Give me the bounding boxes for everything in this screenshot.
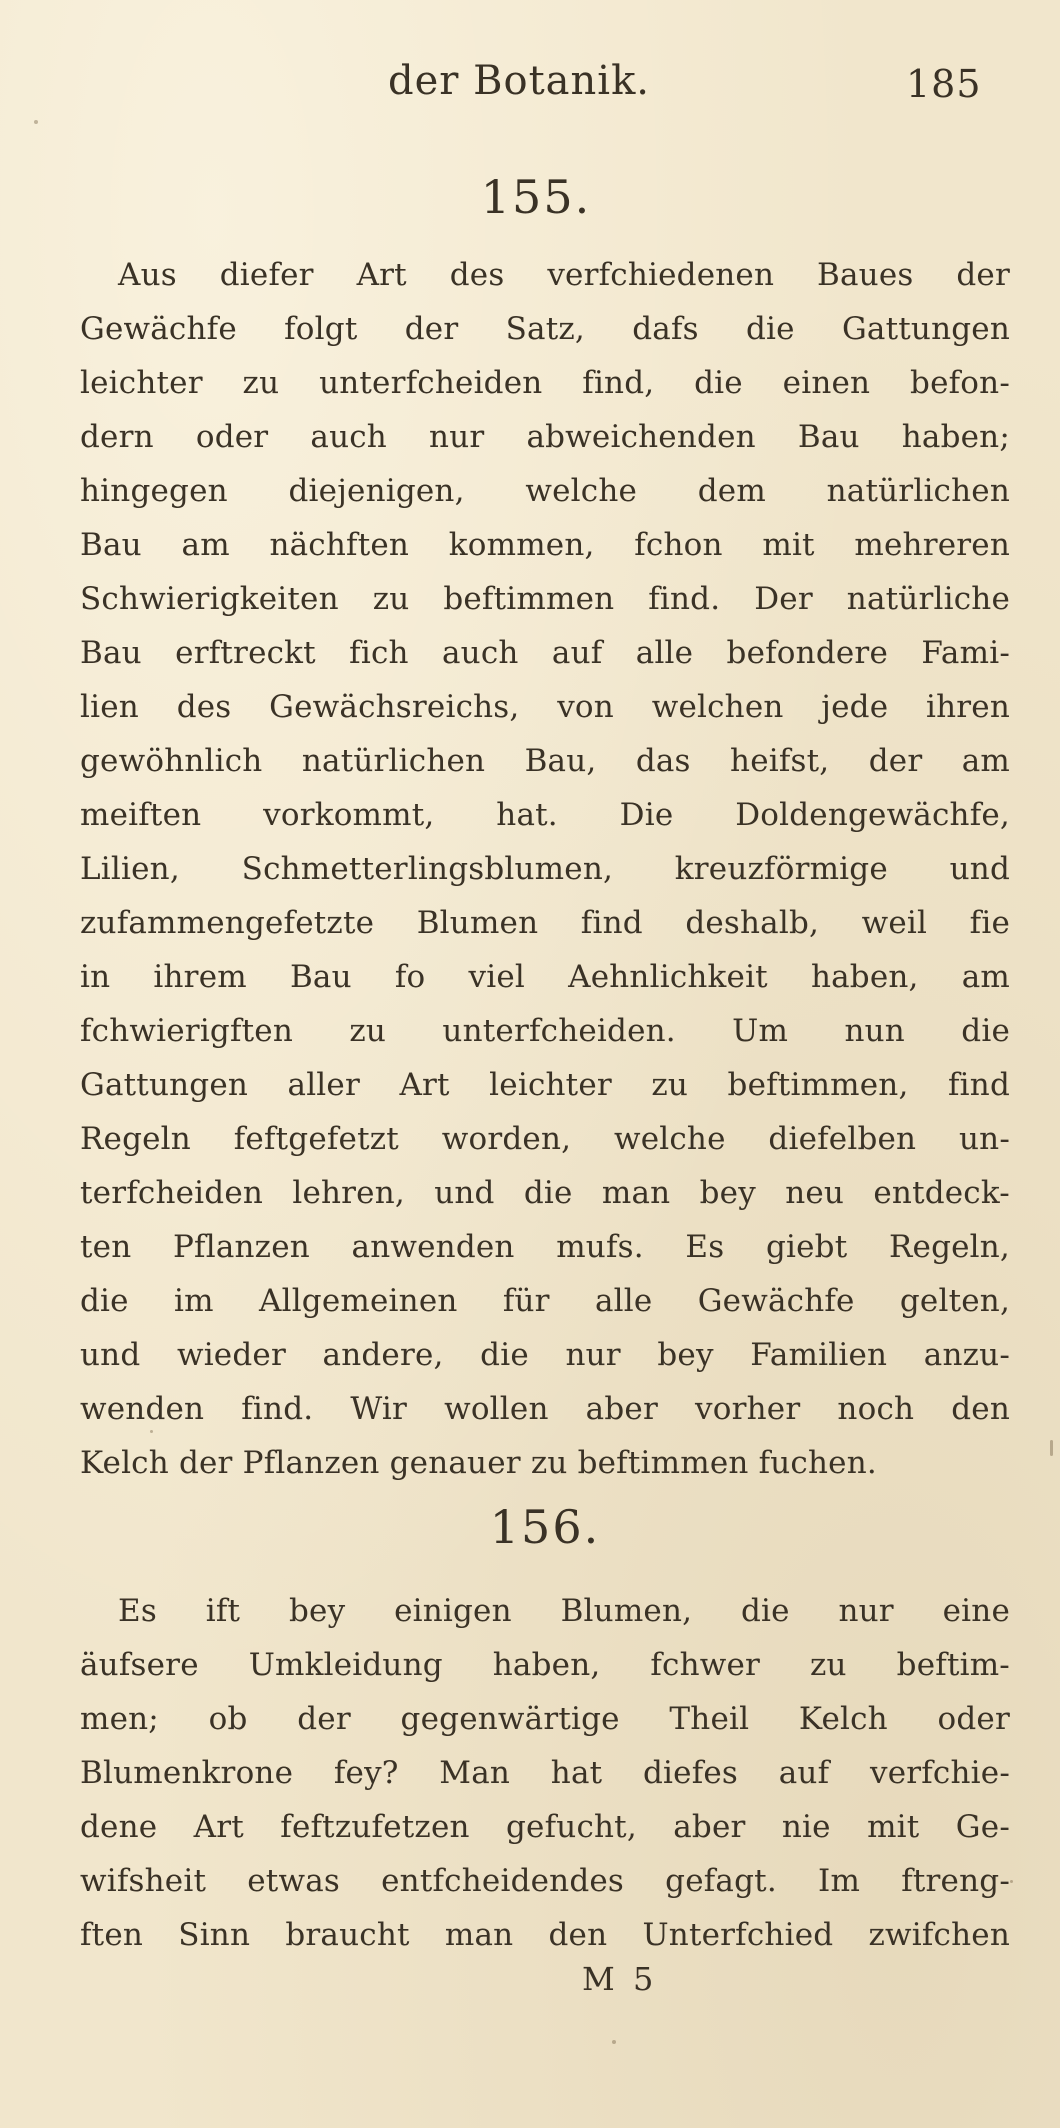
text-line: dern oder auch nur abweichenden Bau haben; [80, 419, 1010, 455]
text-line: Gattungen aller Art leichter zu beftimmen, find [80, 1067, 1010, 1103]
paper-speck [150, 1430, 153, 1433]
page-number: 185 [906, 62, 982, 106]
text-line: in ihrem Bau fo viel Aehnlichkeit haben, am [80, 959, 1010, 995]
section-number-156: 156. [489, 1500, 601, 1554]
text-line: lien des Gewächsreichs, von welchen jede ihren [80, 689, 1010, 725]
text-line: fchwierigften zu unterfcheiden. Um nun die [80, 1013, 1010, 1049]
text-line: ten Pflanzen anwenden mufs. Es giebt Regeln, [80, 1229, 1010, 1265]
text-line: Regeln feftgefetzt worden, welche diefelben un- [80, 1121, 1010, 1157]
text-line: wenden find. Wir wollen aber vorher noch den [80, 1391, 1010, 1427]
text-line: und wieder andere, die nur bey Familien anzu- [80, 1337, 1010, 1373]
text-line: zufammengefetzte Blumen find deshalb, weil fie [80, 905, 1010, 941]
text-line: gewöhnlich natürlichen Bau, das heifst, der am [80, 743, 1010, 779]
text-line: Aus diefer Art des verfchiedenen Baues der [118, 257, 1010, 293]
text-line: dene Art feftzufetzen gefucht, aber nie mit Ge- [80, 1809, 1010, 1845]
section-number-155: 155. [480, 170, 592, 224]
text-line: Bau erftreckt fich auch auf alle befondere Fami- [80, 635, 1010, 671]
text-line: men; ob der gegenwärtige Theil Kelch oder [80, 1701, 1010, 1737]
text-line: Schwierigkeiten zu beftimmen find. Der natürliche [80, 581, 1010, 617]
text-line: wifsheit etwas entfcheidendes gefagt. Im ftreng- [80, 1863, 1010, 1899]
text-line: äufsere Umkleidung haben, fchwer zu beftim- [80, 1647, 1010, 1683]
paper-speck [1010, 1880, 1013, 1883]
text-line: leichter zu unterfcheiden find, die einen befon- [80, 365, 1010, 401]
text-line: Es ift bey einigen Blumen, die nur eine [118, 1593, 1010, 1629]
paper-speck [612, 2040, 616, 2044]
paragraph-156 [80, 1584, 1010, 1962]
text-line: Bau am nächften kommen, fchon mit mehreren [80, 527, 1010, 563]
paper-speck [1050, 1440, 1053, 1456]
text-line: Kelch der Pflanzen genauer zu beftimmen fuchen. [80, 1445, 877, 1481]
running-title: der Botanik. [388, 58, 651, 104]
paper-speck [34, 120, 38, 124]
text-line: ften Sinn braucht man den Unterfchied zwifchen [80, 1917, 1010, 1953]
text-line: meiften vorkommt, hat. Die Doldengewächfe, [80, 797, 1010, 833]
signature-mark: M 5 [582, 1960, 658, 1998]
paragraph-155 [80, 248, 1010, 1490]
text-line: hingegen diejenigen, welche dem natürlichen [80, 473, 1010, 509]
running-head [0, 58, 1060, 118]
text-line: terfcheiden lehren, und die man bey neu entdeck- [80, 1175, 1010, 1211]
text-line: Blumenkrone fey? Man hat diefes auf verfchie- [80, 1755, 1010, 1791]
text-line: Gewächfe folgt der Satz, dafs die Gattungen [80, 311, 1010, 347]
text-line: Lilien, Schmetterlingsblumen, kreuzförmige und [80, 851, 1010, 887]
text-line: die im Allgemeinen für alle Gewächfe gelten, [80, 1283, 1010, 1319]
